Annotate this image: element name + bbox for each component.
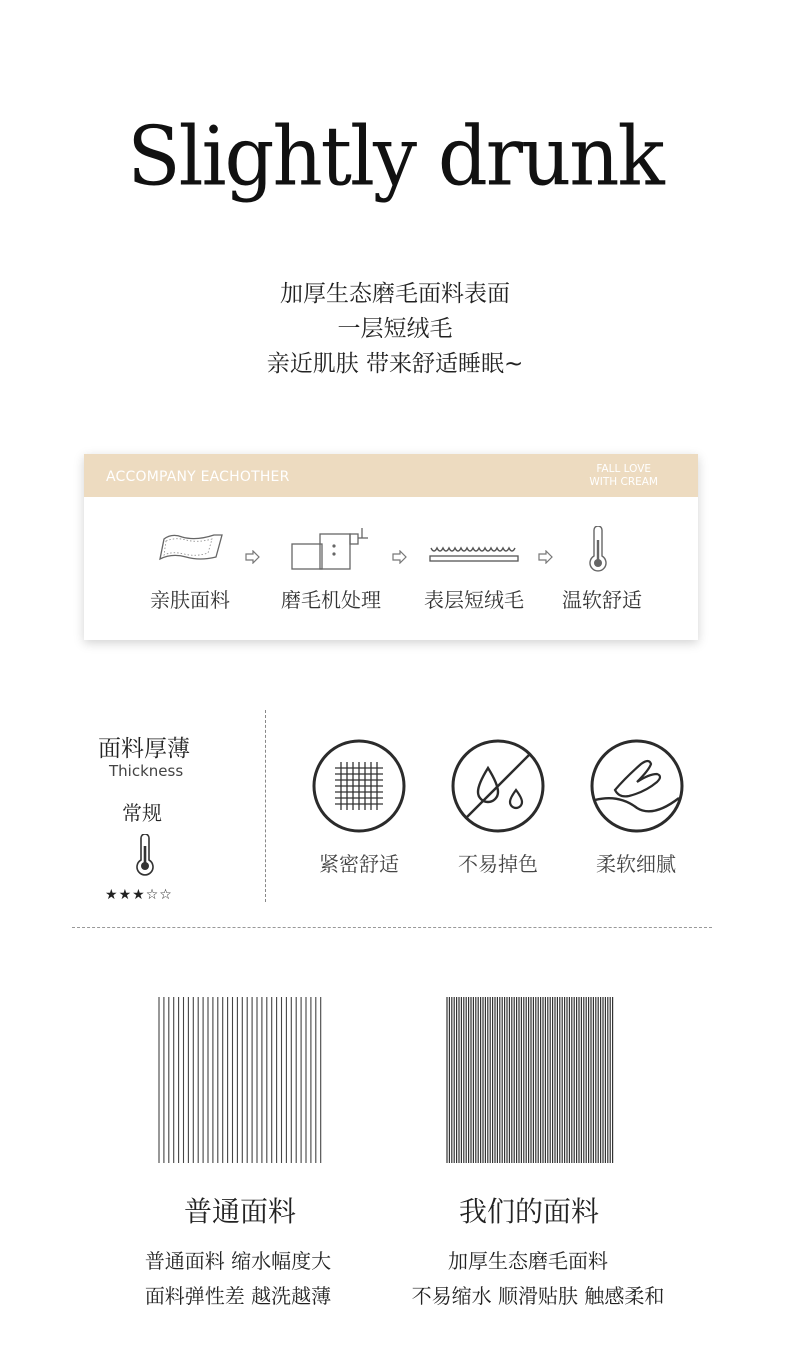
thickness-title: 面料厚薄 [98, 736, 190, 762]
card-header [84, 454, 698, 497]
comparison-right-line-1: 加厚生态磨毛面料 [448, 1249, 608, 1273]
star-filled-icon: ★ [118, 887, 133, 903]
comparison-right-line-2: 不易缩水 顺滑贴肤 触感柔和 [411, 1284, 665, 1308]
card-header-tagline-line1: FALL LOVE [596, 463, 652, 475]
step-label-warm: 温软舒适 [562, 588, 642, 612]
comparison-left-title: 普通面料 [183, 1195, 296, 1228]
process-card [84, 454, 698, 640]
star-filled-icon: ★ [105, 887, 119, 903]
star-empty-icon: ☆ [145, 887, 160, 903]
comparison-left-line-2: 面料弹性差 越洗越薄 [144, 1284, 332, 1308]
card-header-title: ACCOMPANY EACHOTHER [106, 469, 290, 485]
feature-label-dense: 紧密舒适 [319, 852, 399, 876]
feature-label-no-fade: 不易掉色 [458, 852, 538, 876]
soft-touch-icon [589, 738, 685, 834]
divider-horizontal [72, 927, 712, 928]
machine-icon [290, 524, 372, 572]
divider-vertical [265, 710, 266, 902]
step-label-machine: 磨毛机处理 [281, 588, 381, 612]
intro-line-2: 一层短绒毛 [337, 316, 453, 342]
arrow-right-icon [245, 549, 261, 568]
fabric-icon [156, 529, 226, 563]
intro-line-3: 亲近肌肤 带来舒适睡眠~ [266, 351, 524, 377]
hero-title: Slightly drunk [127, 109, 663, 205]
no-fade-icon [450, 738, 546, 834]
fleece-icon [429, 546, 519, 562]
thermometer-icon [587, 526, 609, 574]
our-fabric-swatch [446, 997, 614, 1163]
thickness-subtitle: Thickness [109, 762, 184, 780]
step-label-fabric: 亲肤面料 [150, 588, 230, 612]
intro-line-1: 加厚生态磨毛面料表面 [280, 281, 510, 307]
dense-weave-icon [311, 738, 407, 834]
thickness-value: 常规 [122, 801, 162, 825]
comparison-left-line-1: 普通面料 缩水幅度大 [144, 1249, 332, 1273]
arrow-right-icon [538, 549, 554, 568]
card-header-tagline [589, 463, 658, 489]
thickness-rating [105, 887, 173, 903]
star-empty-icon: ☆ [159, 887, 173, 903]
thermometer-icon [134, 834, 156, 876]
ordinary-fabric-swatch [158, 997, 323, 1163]
feature-label-soft: 柔软细腻 [596, 852, 676, 876]
card-header-tagline-line2: WITH CREAM [589, 476, 658, 488]
comparison-right-title: 我们的面料 [458, 1195, 599, 1228]
star-filled-icon: ★ [132, 887, 146, 903]
arrow-right-icon [392, 549, 408, 568]
step-label-fleece: 表层短绒毛 [424, 588, 524, 612]
